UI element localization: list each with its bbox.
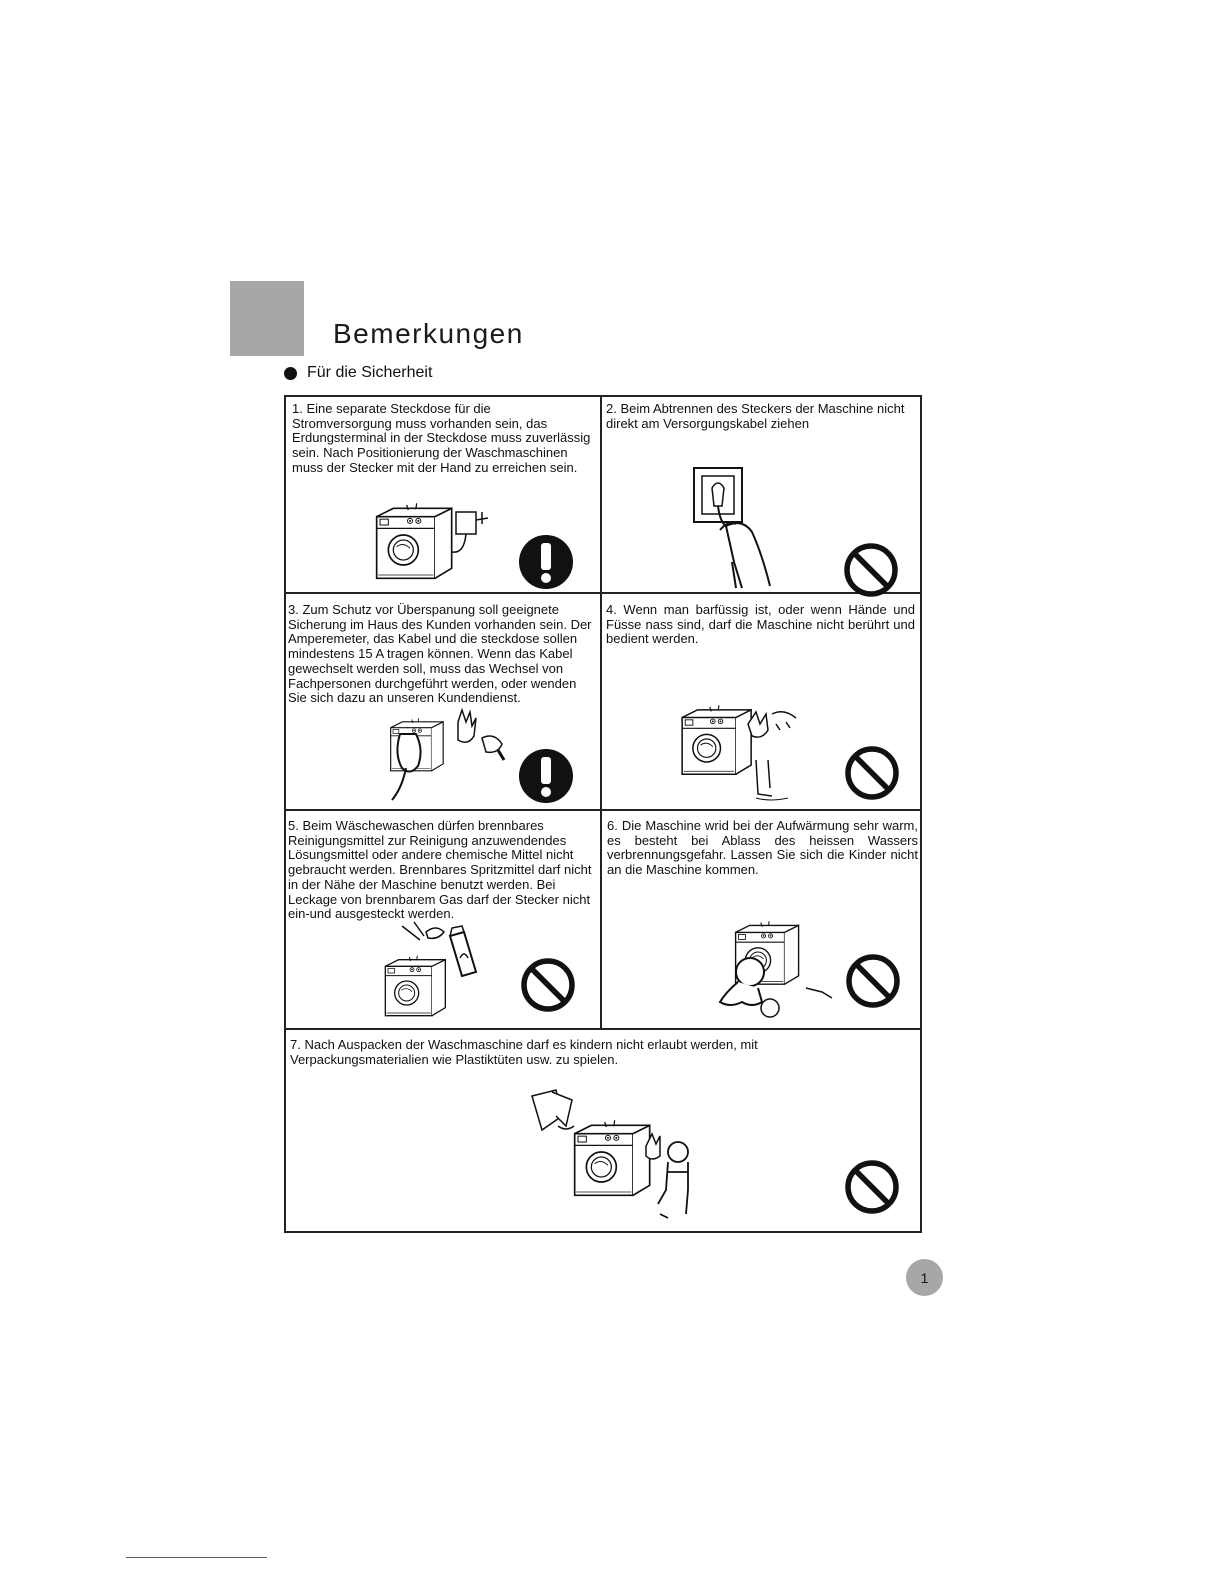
warning-exclamation-icon bbox=[518, 748, 574, 804]
page-number: 1 bbox=[906, 1259, 943, 1296]
child-near-washer-illustration bbox=[712, 902, 838, 1020]
column-divider bbox=[600, 396, 602, 1028]
safety-item-1-text: 1. Eine separate Steckdose für die Stromversorgung muss vorhanden sein, das Erdungsterminal in der Steckdose muss zuverlässig sein. Nach Positionierung der Waschmaschinen muss der Stecker mit der Hand zu erreichen sein. bbox=[292, 401, 591, 475]
header-tab-block bbox=[230, 281, 304, 356]
safety-item-3-text: 3. Zum Schutz vor Überspanung soll geeignete Sicherung im Haus des Kunden vorhanden sein. Der Amperemeter, das Kabel und die steckdose sollen mindestens 15 A tragen können. Wenn das Kabel gewechselt werden soll, muss das Wechsel von Fachpersonen durchgeführt werden, oder wenden Sie sich dazu an unseren Kundendienst. bbox=[288, 602, 592, 706]
prohibited-icon bbox=[843, 542, 899, 598]
safety-item-4-text: 4. Wenn man barfüssig ist, oder wenn Hände und Füsse nass sind, darf die Maschine nicht berührt und bedient werden. bbox=[606, 602, 915, 647]
page-title: Bemerkungen bbox=[333, 318, 524, 349]
safety-item-7-text: 7. Nach Auspacken der Waschmaschine darf es kindern nicht erlaubt werden, mit Verpackungsmaterialien wie Plastiktüten usw. zu spielen. bbox=[290, 1037, 758, 1067]
safety-item-5-text: 5. Beim Wäschewaschen dürfen brennbares Reinigungsmittel zur Reinigung anzuwendendes Lösungsmittel oder andere chemische Mittel nicht gebraucht werden. Brennbares Spritzmittel darf nicht in der Nähe der Maschine benutzt werden. Bei Leckage von brennbarem Gas darf der Stecker nicht ein-und ausgesteckt werden. bbox=[288, 818, 592, 922]
prohibited-icon bbox=[520, 957, 576, 1013]
prohibited-icon bbox=[844, 745, 900, 801]
warning-exclamation-icon bbox=[518, 534, 574, 590]
flammable-spray-illustration bbox=[380, 918, 480, 1028]
row-divider bbox=[285, 592, 921, 594]
row-divider bbox=[285, 1028, 921, 1030]
prohibited-icon bbox=[844, 1159, 900, 1215]
footer-rule bbox=[126, 1557, 267, 1558]
child-plastic-bag-illustration bbox=[528, 1086, 694, 1222]
section-heading bbox=[284, 364, 432, 382]
row-divider bbox=[285, 809, 921, 811]
prohibited-icon bbox=[845, 953, 901, 1009]
washer-fuse-illustration bbox=[386, 704, 510, 804]
safety-item-2-text: 2. Beim Abtrennen des Steckers der Maschine nicht direkt am Versorgungskabel ziehen bbox=[606, 401, 905, 431]
pulling-cable-illustration bbox=[690, 462, 780, 590]
bullet-icon bbox=[284, 367, 297, 380]
washer-plug-illustration bbox=[370, 492, 496, 588]
wet-hands-illustration bbox=[676, 684, 800, 804]
safety-item-6-text: 6. Die Maschine wrid bei der Aufwärmung sehr warm, es besteht bei Ablass des heissen Wassers verbrennungsgefahr. Lassen Sie sich die Kinder nicht an die Maschine kommen. bbox=[607, 818, 918, 878]
section-label: Für die Sicherheit bbox=[307, 364, 433, 381]
